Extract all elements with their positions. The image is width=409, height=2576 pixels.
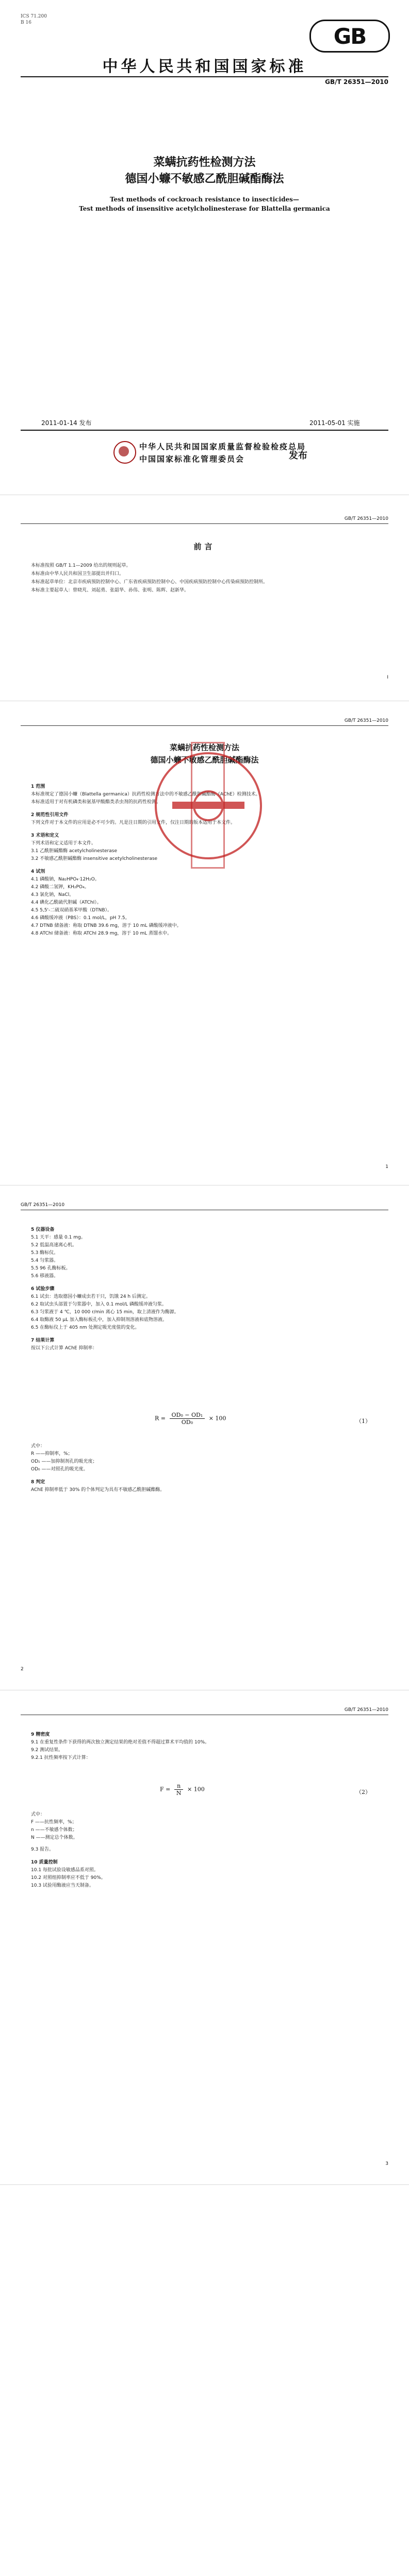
body-title-line2: 德国小蠊不敏感乙酰胆碱酯酶法 [150, 755, 259, 765]
formula-denominator: OD₀ [181, 1419, 193, 1426]
standard-name: 中华人民共和国国家标准 [102, 58, 307, 76]
page-number: I [387, 675, 388, 680]
formula-2 [160, 1783, 205, 1797]
ics-code [21, 13, 47, 26]
clause-text: 5.3 酶标仪。 [31, 1250, 59, 1256]
clause-heading: 3 术语和定义 [31, 833, 59, 838]
foreword-line: 本标准起草单位：北京市疾病预防控制中心、广东省疾病预防控制中心、中国疾病预防控制中心传染病预防控制所。 [31, 580, 268, 585]
clause-text: 6.2 取试虫头部置于匀浆器中，加入 0.1 mol/L 磷酸缓冲液匀浆。 [31, 1302, 167, 1307]
clause-text: 5.2 低温高速离心机。 [31, 1243, 77, 1248]
formula-lhs: F = [160, 1786, 171, 1793]
formula-rhs: × 100 [187, 1786, 205, 1793]
page-header-number: GB/T 26351—2010 [344, 1707, 388, 1713]
formula-lhs: R = [155, 1415, 166, 1422]
clause-text: n ——不敏感个体数； [31, 1827, 77, 1833]
formula-numerator: OD₀ − OD₁ [170, 1412, 205, 1419]
clause-list [31, 1731, 378, 1762]
cover-rule-top [21, 76, 388, 77]
clause-text: 9.2.1 抗性频率按下式计算： [31, 1755, 91, 1760]
body-page-2 [0, 1195, 409, 1680]
foreword-line: 本标准主要起草人：曾晓芃、刘起勇、张韶华、孙伟、张明、陈辉、赵新华。 [31, 588, 189, 593]
page-separator [0, 2184, 409, 2185]
clause-text: 3.2 不敏感乙酰胆碱酯酶 insensitive acetylcholinesterase [31, 856, 158, 861]
body-title-line1: 菜螨抗药性检测方法 [169, 743, 239, 752]
page-number: 2 [21, 1667, 24, 1672]
formula-numerator: n [174, 1783, 184, 1790]
page-header-number: GB/T 26351—2010 [344, 516, 388, 521]
clause-heading: 4 试剂 [31, 869, 45, 874]
clause-heading: 2 规范性引用文件 [31, 812, 69, 818]
clause-text: 下列文件对于本文件的应用是必不可少的。凡是注日期的引用文件，仅注日期的版本适用于本文件。 [31, 820, 236, 825]
clause-text: OD₁ ——加抑制剂孔的吸光度； [31, 1459, 97, 1464]
formula-number: （1） [356, 1418, 371, 1425]
issuer-1: 中华人民共和国国家质量监督检验检疫总局 [139, 442, 306, 451]
clause-heading: 1 范围 [31, 784, 45, 789]
body-page-3 [0, 1700, 409, 2174]
formula-denominator: N [176, 1790, 182, 1797]
foreword-line: 本标准按照 GB/T 1.1—2009 给出的规则起草。 [31, 563, 131, 568]
ccs-text: B 16 [21, 20, 31, 25]
clause-text: 10.1 每批试验设敏感品系对照。 [31, 1868, 99, 1873]
issued-label: 发布 [289, 450, 307, 461]
foreword-title: 前言 [193, 542, 216, 551]
clause-text: 本标准适用于对有机磷类和氨基甲酸酯类杀虫剂的抗药性检测。 [31, 800, 161, 805]
issuer-2: 中国国家标准化管理委员会 [139, 454, 245, 464]
header-line [21, 523, 388, 524]
cover-english-line1: Test methods of cockroach resistance to insecticides— [110, 196, 299, 203]
clause-text: 10.2 对照组抑制率应不低于 90%。 [31, 1875, 106, 1880]
clause-text: 5.1 天平：感量 0.1 mg。 [31, 1235, 86, 1240]
standard-number: GB/T 26351—2010 [325, 78, 388, 86]
blank-page [0, 2195, 409, 2576]
clause-text: 3.1 乙酰胆碱酯酶 acetylcholinesterase [31, 849, 117, 854]
formula-number: （2） [356, 1789, 371, 1795]
ics-text: ICS 71.200 [21, 14, 47, 19]
clause-text: F ——抗性频率，%； [31, 1820, 77, 1825]
clause-heading: 7 结果计算 [31, 1338, 55, 1343]
clause-text: OD₀ ——对照孔的吸光度。 [31, 1467, 88, 1472]
gb-logo: GB [309, 20, 390, 53]
clause-text: 5.4 匀浆器。 [31, 1258, 59, 1263]
clause-text: 10.3 试验用酶液应当天制备。 [31, 1883, 94, 1888]
clause-heading: 5 仪器设备 [31, 1227, 55, 1232]
clause-text: 4.6 磷酸缓冲液（PBS）：0.1 mol/L，pH 7.5。 [31, 916, 130, 921]
clause-text: 下列术语和定义适用于本文件。 [31, 841, 96, 846]
clause-list [31, 1226, 378, 1352]
symbol-list [31, 1811, 378, 1890]
page-number: 1 [385, 1164, 388, 1170]
issuer-emblem-icon [113, 441, 136, 464]
clause-text: 式中： [31, 1444, 45, 1449]
seal-core [193, 790, 224, 821]
clause-text: 4.8 ATChI 储备液：称取 ATChI 28.9 mg，溶于 10 mL 蒸馏水中。 [31, 931, 172, 936]
clause-text: 式中： [31, 1812, 45, 1817]
page-number: 3 [385, 2161, 388, 2166]
clause-text: 按以下公式计算 AChE 抑制率： [31, 1346, 97, 1351]
foreword-line: 本标准由中华人民共和国卫生部提出并归口。 [31, 571, 124, 577]
clause-text: 9.3 报告。 [31, 1847, 54, 1852]
formula-rhs: × 100 [208, 1415, 226, 1422]
formula-fraction [170, 1412, 205, 1426]
cover-title-line1: 菜螨抗药性检测方法 [153, 156, 256, 169]
formula-fraction [174, 1783, 184, 1797]
clause-heading: 8 判定 [31, 1480, 45, 1485]
page-header-number: GB/T 26351—2010 [344, 718, 388, 723]
implement-date: 2011-05-01 实施 [309, 419, 360, 427]
clause-heading: 10 质量控制 [31, 1860, 58, 1865]
clause-text: 4.5 5,5'-二硫双硝基苯甲酸（DTNB）。 [31, 908, 112, 913]
clause-heading: 9 精密度 [31, 1732, 50, 1737]
cover-page [0, 0, 409, 495]
clause-text: R ——抑制率，%； [31, 1451, 73, 1456]
clause-text: 9.2 测试结果。 [31, 1748, 63, 1753]
clause-text: 5.5 96 孔酶标板。 [31, 1266, 71, 1271]
clause-text: 4.1 磷酸钠，Na₂HPO₄·12H₂O。 [31, 877, 100, 882]
symbol-list [31, 1443, 378, 1494]
page-header-number: GB/T 26351—2010 [21, 1202, 65, 1208]
clause-text: 6.1 试虫：选取德国小蠊成虫若干只，饥饿 24 h 后测定。 [31, 1294, 151, 1299]
foreword-body [31, 562, 378, 595]
clause-text: 4.2 磷酸二氢钾，KH₂PO₄。 [31, 885, 89, 890]
cover-english-line2: Test methods of insensitive acetylcholinesterase for Blattella germanica [79, 205, 330, 212]
clause-text: 6.5 在酶标仪上于 405 nm 处测定吸光度值的变化。 [31, 1325, 140, 1330]
clause-text: 9.1 在重复性条件下获得的两次独立测定结果的绝对差值不得超过算术平均值的 10%。 [31, 1740, 210, 1745]
watermark-seal-icon [155, 752, 262, 859]
cover-title-line2: 德国小蠊不敏感乙酰胆碱酯酶法 [125, 173, 284, 185]
clause-text: 4.4 碘化乙酰硫代胆碱（ATChI）。 [31, 900, 102, 905]
clause-text: 4.3 氯化钠，NaCl。 [31, 892, 74, 897]
clause-text: 4.7 DTNB 储备液：称取 DTNB 39.6 mg，溶于 10 mL 磷酸缓冲液中。 [31, 923, 182, 928]
cover-rule-bottom [21, 430, 388, 431]
publish-date: 2011-01-14 发布 [41, 419, 92, 427]
clause-text: 6.3 匀浆液于 4 ℃，10 000 r/min 离心 15 min，取上清液作为酶源。 [31, 1310, 179, 1315]
clause-text: AChE 抑制率低于 30% 的个体判定为具有不敏感乙酰胆碱酯酶。 [31, 1487, 165, 1493]
clause-heading: 6 试验步骤 [31, 1286, 55, 1292]
clause-text: N ——测定总个体数。 [31, 1835, 78, 1840]
foreword-page [0, 505, 409, 690]
formula-1 [155, 1412, 226, 1426]
clause-text: 6.4 取酶液 50 μL 加入酶标板孔中，加入抑制剂溶液和底物溶液。 [31, 1317, 167, 1323]
clause-text: 本标准规定了德国小蠊（Blattella germanica）抗药性检测方法中的不敏感乙酰胆碱酯酶（AChE）检测技术。 [31, 792, 260, 797]
header-line [21, 725, 388, 726]
clause-text: 5.6 移液器。 [31, 1274, 59, 1279]
